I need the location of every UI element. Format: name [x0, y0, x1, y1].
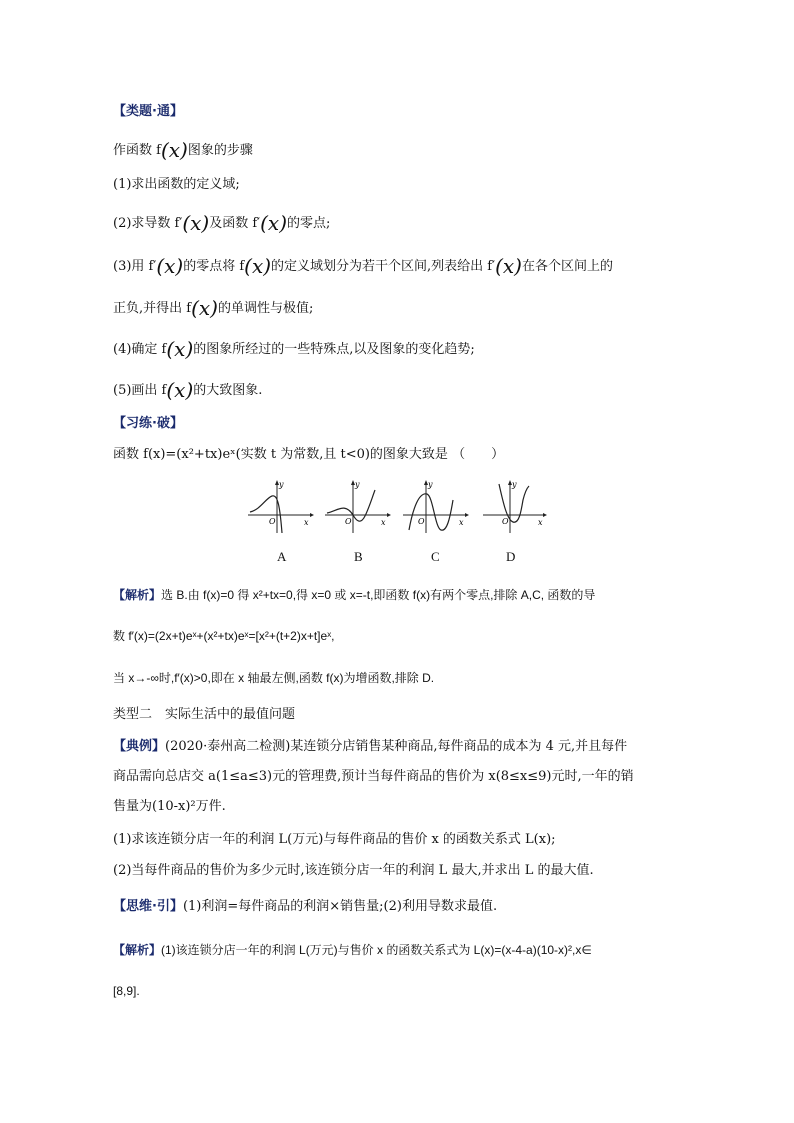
step-5	[113, 380, 262, 401]
fx-symbol: (𝑥)	[495, 254, 522, 278]
origin-label: O	[502, 517, 509, 526]
example-line1-text: (2020·泰州高二检测)某连锁分店销售某种商品,每件商品的成本为 4 元,并且每件	[165, 739, 628, 754]
example-line3: 售量为(10-x)²万件.	[113, 799, 226, 814]
solution2-line1-text: (1)该连锁分店一年的利润 L(万元)与售价 x 的函数关系式为 L(x)=(x-4-a)(10-x)²,x∈	[161, 943, 592, 957]
section-heading-xilian: 【习练·破】	[113, 416, 183, 431]
origin-label: O	[269, 517, 276, 526]
solution2-line1	[113, 940, 592, 960]
example-line1	[113, 737, 627, 757]
step-3b-post: 的单调性与极值;	[217, 301, 314, 316]
graph-d-label: D	[506, 549, 516, 564]
step-1: (1)求出函数的定义域;	[113, 177, 240, 192]
graph-b	[323, 478, 393, 534]
curve-c	[409, 494, 453, 530]
x-axis-arrow	[543, 513, 547, 517]
fx-symbol: (𝑥)	[160, 138, 188, 162]
step-2-pre: (2)求导数 f′	[113, 216, 183, 231]
solution1-tag: 【解析】	[113, 588, 162, 602]
example-question1: (1)求该连锁分店一年的利润 L(万元)与每件商品的售价 x 的函数关系式 L(x);	[113, 832, 556, 847]
step-3	[113, 256, 613, 277]
step-2-mid: 及函数 f′	[209, 216, 261, 231]
type2-heading: 类型二 实际生活中的最值问题	[113, 707, 296, 722]
solution1-line1	[113, 585, 595, 605]
y-label: y	[512, 480, 517, 489]
origin-label: O	[345, 517, 352, 526]
hint-line	[113, 897, 497, 917]
x-label: x	[381, 518, 386, 527]
step-2-post: 的零点;	[287, 216, 331, 231]
solution2-line2: [8,9].	[113, 984, 140, 998]
steps-title-post: 图象的步骤	[187, 143, 253, 158]
solution1-line2: 数 f′(x)=(2x+t)eˣ+(x²+tx)eˣ=[x²+(t+2)x+t]eˣ,	[113, 629, 335, 643]
solution1-line3: 当 x→-∞时,f′(x)>0,即在 x 轴最左侧,函数 f(x)为增函数,排除 D.	[113, 671, 435, 685]
example-line2: 商品需向总店交 a(1≤a≤3)元的管理费,预计当每件商品的售价为 x(8≤x≤9)元时,一年的销	[113, 769, 634, 784]
step-3b	[113, 298, 313, 319]
step-3-mid2: 的定义域划分为若干个区间,列表给出 f′	[271, 259, 496, 274]
y-label: y	[279, 480, 284, 489]
graph-c	[401, 478, 471, 534]
step-3-pre: (3)用 f′	[113, 259, 157, 274]
step-5-pre: (5)画出 f	[113, 383, 167, 398]
fx-symbol: (𝑥)	[260, 211, 287, 235]
fx-symbol: (𝑥)	[182, 211, 210, 235]
x-axis-arrow	[465, 513, 469, 517]
x-label: x	[538, 518, 543, 527]
fx-symbol: (𝑥)	[156, 254, 184, 278]
step-4	[113, 339, 475, 360]
x-label: x	[304, 518, 309, 527]
solution1-line1-text: 选 B.由 f(x)=0 得 x²+tx=0,得 x=0 或 x=-t,即函数 f(x)有两个零点,排除 A,C, 函数的导	[161, 588, 596, 602]
graph-b-label: B	[354, 549, 363, 564]
step-3b-pre: 正负,并得出 f	[113, 301, 192, 316]
steps-title	[113, 140, 253, 161]
step-4-pre: (4)确定 f	[113, 342, 167, 357]
graph-a	[246, 478, 316, 534]
step-2	[113, 213, 330, 234]
fx-symbol: (𝑥)	[166, 337, 194, 361]
hint-tag: 【思维·引】	[113, 899, 183, 914]
step-5-post: 的大致图象.	[193, 383, 263, 398]
section-heading-leiti: 【类题·通】	[113, 104, 183, 119]
hint-text: (1)利润=每件商品的利润×销售量;(2)利用导数求最值.	[182, 899, 498, 914]
x-axis-arrow	[310, 513, 314, 517]
graph-a-label: A	[277, 549, 287, 564]
example-tag: 【典例】	[113, 739, 166, 754]
step-4-post: 的图象所经过的一些特殊点,以及图象的变化趋势;	[193, 342, 475, 357]
solution2-tag: 【解析】	[113, 943, 162, 957]
graph-d	[481, 478, 551, 534]
graph-c-label: C	[431, 549, 440, 564]
y-label: y	[355, 480, 360, 489]
steps-title-pre: 作函数 f	[113, 143, 161, 158]
x-axis-arrow	[387, 513, 391, 517]
step-3-post: 在各个区间上的	[521, 259, 613, 274]
step-3-mid1: 的零点将 f	[183, 259, 245, 274]
origin-label: O	[418, 517, 425, 526]
fx-symbol: (𝑥)	[244, 254, 272, 278]
fx-symbol: (𝑥)	[191, 296, 218, 320]
x-label: x	[459, 518, 464, 527]
y-label: y	[428, 480, 433, 489]
fx-symbol: (𝑥)	[166, 378, 194, 402]
question-text: 函数 f(x)=(x²+tx)eˣ(实数 t 为常数,且 t<0)的图象大致是 （ ）	[113, 447, 505, 462]
example-question2: (2)当每件商品的售价为多少元时,该连锁分店一年的利润 L 最大,并求出 L 的最大值.	[113, 863, 594, 878]
